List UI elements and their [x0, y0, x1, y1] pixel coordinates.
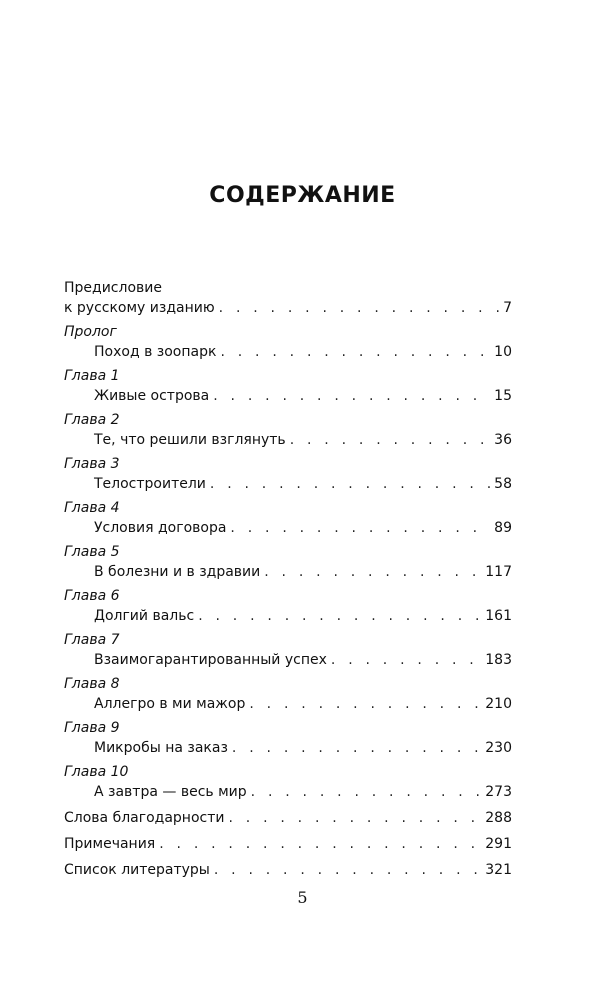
toc-entry-line: [64, 341, 512, 363]
toc-entry-title: Микробы на заказ: [94, 740, 228, 756]
toc-entry-page: 36: [494, 432, 512, 448]
toc-entry-chapter-10[interactable]: [64, 763, 512, 803]
toc-entry-label: Глава 1: [64, 368, 120, 384]
toc-entry-chapter-8[interactable]: [64, 675, 512, 715]
toc-entry-chapter-2[interactable]: [64, 411, 512, 451]
toc-entry-page: 230: [485, 740, 512, 756]
dot-leader: [331, 649, 481, 671]
dot-leader: [220, 341, 490, 363]
toc-entry-page: 183: [485, 652, 512, 668]
table-of-contents: [64, 279, 512, 885]
dot-leader: [232, 737, 481, 759]
toc-entry-title: Список литературы: [64, 862, 210, 878]
toc-entry-page: 10: [494, 344, 512, 360]
dot-leader: [219, 297, 499, 319]
toc-entry-page: 58: [494, 476, 512, 492]
toc-entry-line: [64, 385, 512, 407]
toc-entry-line: [64, 605, 512, 627]
toc-entry-line: [64, 561, 512, 583]
toc-entry-acknowledgements[interactable]: [64, 807, 512, 829]
toc-entry-line: [64, 473, 512, 495]
toc-entry-title: Взаимогарантированный успех: [94, 652, 327, 668]
toc-entry-title: Те, что решили взглянуть: [94, 432, 286, 448]
toc-entry-page: 291: [485, 836, 512, 852]
toc-entry-chapter-5[interactable]: [64, 543, 512, 583]
toc-entry-title: В болезни и в здравии: [94, 564, 261, 580]
toc-entry-page: 288: [485, 810, 512, 826]
toc-entry-label: Глава 6: [64, 588, 120, 604]
toc-entry-page: 117: [485, 564, 512, 580]
dot-leader: [251, 781, 482, 803]
toc-entry-label: Глава 7: [64, 632, 120, 648]
toc-entry-line: [64, 833, 512, 855]
toc-entry-label: Пролог: [64, 324, 117, 340]
toc-entry-chapter-9[interactable]: [64, 719, 512, 759]
toc-entry-chapter-6[interactable]: [64, 587, 512, 627]
dot-leader: [228, 807, 481, 829]
toc-entry-title: к русскому изданию: [64, 300, 215, 316]
toc-entry-title: Долгий вальс: [94, 608, 195, 624]
dot-leader: [264, 561, 481, 583]
toc-entry-title: Телостроители: [94, 476, 206, 492]
toc-entry-title: Примечания: [64, 836, 156, 852]
dot-leader: [213, 385, 490, 407]
toc-entry-line: [64, 693, 512, 715]
toc-entry-page: 321: [485, 862, 512, 878]
toc-entry-page: 273: [485, 784, 512, 800]
toc-entry-prologue[interactable]: [64, 323, 512, 363]
toc-entry-line: [64, 781, 512, 803]
toc-entry-label: Глава 9: [64, 720, 120, 736]
toc-entry-title: Условия договора: [94, 520, 227, 536]
dot-leader: [290, 429, 490, 451]
dot-leader: [210, 473, 490, 495]
toc-entry-title: Поход в зоопарк: [94, 344, 217, 360]
toc-entry-page: 161: [485, 608, 512, 624]
toc-entry-line: [64, 737, 512, 759]
toc-entry-line: [64, 429, 512, 451]
toc-entry-line: [64, 297, 512, 319]
dot-leader: [214, 859, 481, 881]
toc-entry-page: 15: [494, 388, 512, 404]
toc-entry-line: [64, 859, 512, 881]
toc-entry-label: Глава 4: [64, 500, 120, 516]
toc-entry-label: Глава 8: [64, 676, 120, 692]
toc-entry-page: 7: [503, 300, 512, 316]
toc-entry-label: Глава 3: [64, 456, 120, 472]
toc-entry-line: [64, 517, 512, 539]
toc-entry-chapter-4[interactable]: [64, 499, 512, 539]
toc-entry-title: Аллегро в ми мажор: [94, 696, 246, 712]
dot-leader: [198, 605, 481, 627]
dot-leader: [230, 517, 490, 539]
toc-entry-title: Живые острова: [94, 388, 210, 404]
toc-entry-page: 210: [485, 696, 512, 712]
toc-entry-page: 89: [494, 520, 512, 536]
toc-entry-chapter-7[interactable]: [64, 631, 512, 671]
toc-entry-notes[interactable]: [64, 833, 512, 855]
toc-entry-title: Слова благодарности: [64, 810, 225, 826]
page-number: 5: [297, 888, 308, 907]
toc-entry-line: [64, 649, 512, 671]
dot-leader: [159, 833, 481, 855]
toc-entry-chapter-1[interactable]: [64, 367, 512, 407]
toc-entry-bibliography[interactable]: [64, 859, 512, 881]
toc-entry-line: [64, 807, 512, 829]
toc-entry-label: Предисловие: [64, 280, 162, 296]
toc-entry-label: Глава 10: [64, 764, 129, 780]
toc-entry-title: А завтра — весь мир: [94, 784, 247, 800]
page-title: СОДЕРЖАНИЕ: [209, 183, 396, 208]
toc-entry-preface[interactable]: [64, 279, 512, 319]
toc-entry-chapter-3[interactable]: [64, 455, 512, 495]
toc-entry-label: Глава 2: [64, 412, 120, 428]
toc-entry-label: Глава 5: [64, 544, 120, 560]
dot-leader: [249, 693, 481, 715]
